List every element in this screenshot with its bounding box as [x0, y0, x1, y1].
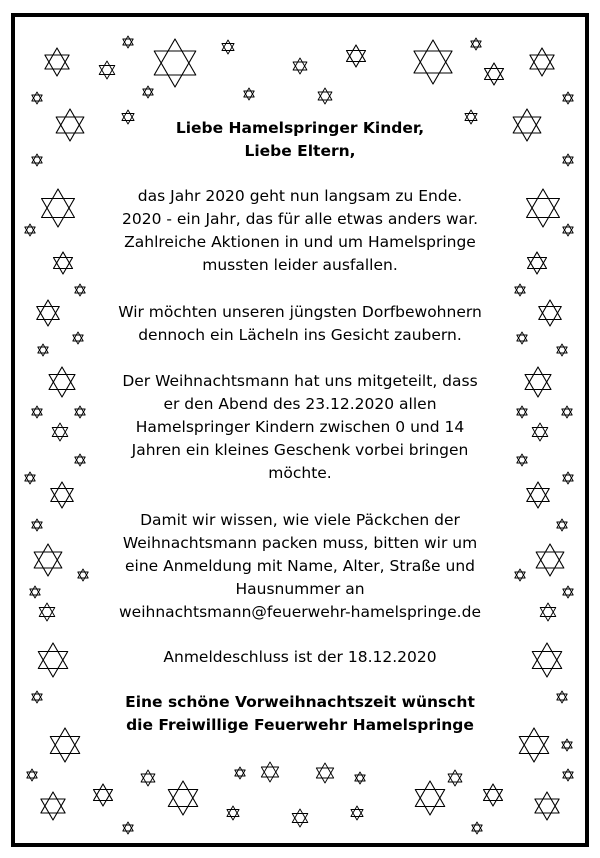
- star-icon: [143, 86, 153, 98]
- star-icon: [415, 781, 444, 815]
- star-icon: [527, 482, 550, 508]
- text-line: Hausnummer an: [235, 580, 365, 598]
- paragraph-registration: [60, 509, 540, 624]
- star-icon: [25, 224, 35, 236]
- star-icon: [45, 48, 69, 76]
- star-icon: [123, 36, 133, 48]
- star-icon: [351, 806, 363, 820]
- star-icon: [41, 792, 65, 820]
- star-icon: [346, 45, 365, 67]
- star-icon: [25, 472, 35, 484]
- star-icon: [261, 762, 278, 782]
- star-icon: [563, 472, 573, 484]
- star-icon: [75, 284, 85, 296]
- star-icon: [235, 767, 245, 779]
- star-icon: [34, 544, 62, 576]
- text-line: er den Abend des 23.12.2020 allen: [163, 395, 437, 413]
- email-address: weihnachtsmann@feuerwehr-hamelspringe.de: [118, 603, 481, 621]
- star-icon: [32, 691, 42, 703]
- closing-line-2: die Freiwillige Feuerwehr Hamelspringe: [126, 716, 474, 734]
- star-icon: [563, 224, 573, 236]
- star-icon: [563, 92, 573, 104]
- star-icon: [536, 544, 564, 576]
- text-line: Weihnachtsmann packen muss, bitten wir um: [122, 534, 478, 552]
- star-icon: [471, 38, 481, 50]
- star-icon: [448, 770, 462, 786]
- star-icon: [472, 822, 482, 834]
- star-icon: [32, 154, 42, 166]
- closing: [60, 691, 540, 737]
- text-line: eine Anmeldung mit Name, Alter, Straße und: [125, 557, 475, 575]
- star-icon: [30, 586, 40, 598]
- star-icon: [93, 784, 112, 806]
- star-icon: [27, 769, 37, 781]
- text-line: das Jahr 2020 geht nun langsam zu Ende.: [137, 187, 463, 205]
- text-line: Wir möchten unseren jüngsten Dorfbewohnern: [118, 303, 482, 321]
- text-line: dennoch ein Lächeln ins Gesicht zaubern.: [138, 326, 462, 344]
- star-icon: [540, 603, 556, 621]
- star-icon: [557, 344, 567, 356]
- paragraph-year: [60, 185, 540, 277]
- star-icon: [318, 88, 332, 104]
- star-icon: [539, 300, 562, 326]
- closing-line-1: Eine schöne Vorweihnachtszeit wünscht: [125, 693, 475, 711]
- star-icon: [141, 770, 155, 786]
- text-line: Zahlreiche Aktionen in und um Hamelspringe: [124, 233, 476, 251]
- text-line: mussten leider ausfallen.: [202, 256, 398, 274]
- star-icon: [38, 344, 48, 356]
- deadline-text: Anmeldeschluss ist der 18.12.2020: [163, 648, 437, 666]
- greeting-line-2: Liebe Eltern,: [244, 142, 356, 160]
- star-icon: [154, 39, 196, 87]
- star-icon: [227, 806, 239, 820]
- star-icon: [316, 763, 333, 783]
- star-icon: [562, 406, 572, 418]
- star-icon: [168, 781, 197, 815]
- paragraph-smile: [60, 301, 540, 347]
- star-icon: [293, 58, 307, 74]
- star-icon: [32, 92, 42, 104]
- star-icon: [530, 48, 554, 76]
- text-line: Damit wir wissen, wie viele Päckchen der: [140, 511, 460, 529]
- star-icon: [292, 809, 308, 827]
- star-icon: [32, 406, 42, 418]
- text-line: Hamelspringer Kindern zwischen 0 und 14: [135, 418, 465, 436]
- star-icon: [557, 691, 567, 703]
- text-line: 2020 - ein Jahr, das für alle etwas anders war.: [121, 210, 478, 228]
- star-icon: [32, 519, 42, 531]
- star-icon: [37, 300, 60, 326]
- star-icon: [563, 586, 573, 598]
- star-icon: [244, 88, 254, 100]
- star-icon: [222, 40, 234, 54]
- star-icon: [123, 822, 133, 834]
- star-icon: [484, 63, 503, 85]
- star-icon: [563, 769, 573, 781]
- star-icon: [483, 784, 502, 806]
- star-icon: [535, 792, 559, 820]
- greeting-line-1: Liebe Hamelspringer Kinder,: [175, 119, 425, 137]
- star-icon: [414, 40, 452, 84]
- star-icon: [563, 154, 573, 166]
- text-line: Der Weihnachtsmann hat uns mitgeteilt, dass: [122, 372, 478, 390]
- star-icon: [355, 772, 365, 784]
- star-icon: [557, 519, 567, 531]
- star-icon: [39, 603, 55, 621]
- text-line: Jahren ein kleines Geschenk vorbei bringen: [131, 441, 469, 459]
- star-icon: [515, 284, 525, 296]
- star-icon: [99, 61, 115, 79]
- greeting: [60, 117, 540, 163]
- star-icon: [562, 739, 572, 751]
- text-line: möchte.: [268, 464, 332, 482]
- paragraph-santa: [60, 370, 540, 485]
- star-icon: [51, 482, 74, 508]
- deadline: [60, 646, 540, 669]
